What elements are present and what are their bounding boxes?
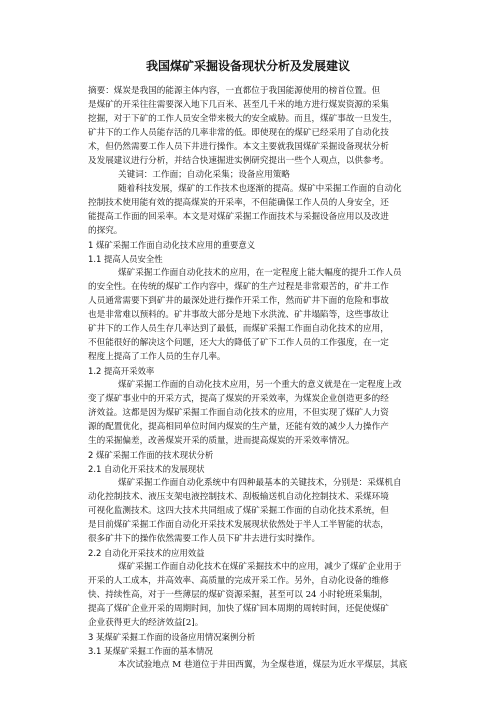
section-heading: 1 煤矿采掘工作面自动化技术应用的重要意义 — [88, 240, 256, 250]
body-line: 提高了煤矿企业开采的周期时间，加快了煤矿回本周期的周转时间，还促使煤矿 — [88, 604, 389, 614]
body-line: 企业获得更大的经济效益[2]。 — [88, 618, 204, 628]
body-line: 矿井下的工作人员生存几率达到了最低，而煤矿采掘工作面自动化技术的应用， — [88, 324, 389, 334]
body-line: 本次试验地点 M 巷道位于井田西翼，为全煤巷道，煤层为近水平煤层，其底 — [118, 660, 408, 670]
abstract-line: 矿井下的工作人员能存活的几率非常的低。即使现在的煤矿已经采用了自动化技 — [88, 128, 389, 138]
body-line: 控制技术使用能有效的提高煤炭的开采率，不但能确保工作人员的人身安全，还 — [88, 198, 389, 208]
subsection-heading: 3.1 某煤矿采掘工作面的基本情况 — [88, 646, 213, 656]
body-line: 源的配置优化，提高相同单位时间内煤炭的生产量，还能有效的减少人力操作产 — [88, 422, 389, 432]
body-line: 可视化监测技术。这四大技术共同组成了煤矿采掘工作面的自动化技术系统，但 — [88, 506, 389, 516]
subsection-heading: 1.2 提高开采效率 — [88, 366, 155, 376]
body-line: 开采的人工成本，并高效率、高质量的完成开采工作。另外，自动化设备的维修 — [88, 576, 389, 586]
body-line: 也是非常难以预料的。矿井事故大部分是地下水洪流、矿井塌陷等，这些事故让 — [88, 310, 389, 320]
body-line: 的探究。 — [88, 226, 123, 236]
body-line: 煤矿采掘工作面的自动化技术应用，另一个重大的意义就是在一定程度上改 — [118, 380, 402, 390]
subsection-heading: 2.1 自动化开采技术的发展现状 — [88, 464, 205, 474]
body-line: 不但能很好的解决这个问题，还大大的降低了矿下工作人员的工作强度，在一定 — [88, 338, 389, 348]
document-title: 我国煤矿采掘设备现状分析及发展建议 — [145, 59, 350, 73]
section-heading: 3 某煤矿采掘工作面的设备应用情况案例分析 — [88, 632, 256, 642]
subsection-heading: 2.2 自动化开采技术的应用效益 — [88, 548, 205, 558]
body-line: 很多矿井下的操作依然需要工作人员下矿井去进行实时操作。 — [88, 534, 321, 544]
keywords-line: 关键词：工作面；自动化采集；设备应用策略 — [118, 170, 290, 180]
abstract-line: 摘要：煤炭是我国的能源主体内容，一直都位于我国能源使用的榜首位置。但 — [88, 86, 381, 96]
body-line: 动化控制技术、液压支架电液控制技术、刮板输送机自动化控制技术、采煤环境 — [88, 492, 389, 502]
section-heading: 2 煤矿采掘工作面的技术现状分析 — [88, 450, 214, 460]
body-line: 随着科技发展，煤矿的工作技术也逐渐的提高。煤矿中采掘工作面的自动化 — [118, 184, 402, 194]
body-line: 人员通常需要下到矿井的最深处进行操作开采工作，然而矿井下面的危险和事故 — [88, 296, 389, 306]
body-line: 的安全性。在传统的煤矿工作内容中，煤矿的生产过程是非常艰苦的，矿井工作 — [88, 282, 389, 292]
body-line: 是目前煤矿采掘工作面自动化开采技术发展现状依然处于半人工半智能的状态， — [88, 520, 389, 530]
subsection-heading: 1.1 提高人员安全性 — [88, 254, 163, 264]
body-line: 煤矿采掘工作面自动化技术的应用，在一定程度上能大幅度的提升工作人员 — [118, 268, 402, 278]
body-line: 快、持续性高，对于一些薄层的煤矿资源采掘，甚至可以 24 小时轮班采集制， — [88, 590, 388, 600]
body-line: 煤矿采掘工作面自动化技术在煤矿采掘技术中的应用，减少了煤矿企业用于 — [118, 562, 402, 572]
body-line: 能提高工作面的回采率。本文是对煤矿采掘工作面技术与采掘设备应用以及改进 — [88, 212, 389, 222]
abstract-line: 及发展建议进行分析，并结合快速掘进实例研究提出一些个人观点，以供参考。 — [88, 156, 389, 166]
body-line: 生的采掘偏差，改善煤炭开采的质量，进而提高煤炭的开采效率情况。 — [88, 436, 355, 446]
abstract-line: 术，但仍然需要工作人员下井进行操作。本文主要就我国煤矿采掘设备现状分析 — [88, 142, 389, 152]
abstract-line: 挖掘，对于下矿的工作人员安全带来极大的安全威胁。而且，煤矿事故一旦发生， — [88, 114, 398, 124]
body-line: 煤矿采掘工作面自动化系统中有四种最基本的关键技术，分别是：采煤机自 — [118, 478, 402, 488]
body-line: 济效益。这都是因为煤矿采掘工作面自动化技术的应用，不但实现了煤矿人力资 — [88, 408, 389, 418]
body-line: 变了煤矿事业中的开采方式，提高了煤炭的开采效率，为煤炭企业创造更多的经 — [88, 394, 389, 404]
body-line: 程度上提高了工作人员的生存几率。 — [88, 352, 226, 362]
abstract-line: 是煤矿的开采往往需要深入地下几百米、甚至几千米的地方进行煤炭资源的采集 — [88, 100, 389, 110]
